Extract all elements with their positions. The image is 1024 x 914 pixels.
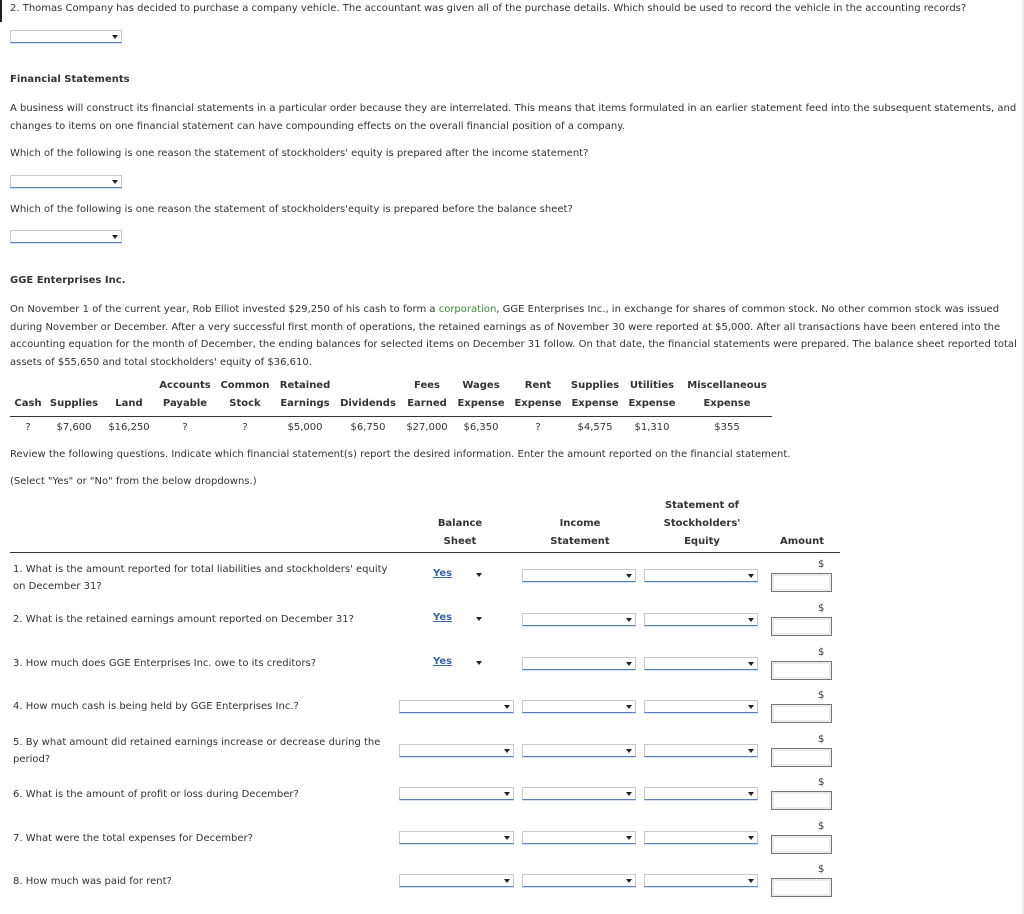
- chevron-down-icon: [476, 573, 482, 577]
- q3-currency-symbol: $: [818, 647, 825, 658]
- q2-amount-input[interactable]: [771, 617, 832, 636]
- q8-stockholders-equity-dropdown[interactable]: [644, 874, 758, 887]
- q5-stockholders-equity-dropdown[interactable]: [644, 744, 758, 757]
- gge-paragraph-part1: On November 1 of the current year, Rob Elliot invested $29,250 of his cash to form a: [10, 304, 439, 315]
- balance-header-12: Expense: [703, 398, 751, 409]
- chevron-down-icon: [476, 617, 482, 621]
- balance-value-0: ?: [25, 422, 31, 433]
- q5-balance-sheet-dropdown[interactable]: [399, 744, 514, 757]
- balance-order-question: Which of the following is one reason the statement of stockholders'equity is prepared before the balance sheet?: [10, 204, 573, 215]
- q8-currency-symbol: $: [818, 864, 825, 875]
- gge-heading: GGE Enterprises Inc.: [10, 275, 126, 286]
- col-se-line1: Statement of: [664, 500, 740, 511]
- chevron-down-icon: [504, 879, 510, 883]
- chevron-down-icon: [112, 35, 118, 39]
- chevron-down-icon: [112, 180, 118, 184]
- q7-balance-sheet-dropdown[interactable]: [399, 831, 514, 844]
- q3-stockholders-equity-dropdown[interactable]: [644, 657, 758, 670]
- question-8-text: 8. How much was paid for rent?: [13, 876, 172, 887]
- q2-income-statement-dropdown[interactable]: [522, 613, 636, 626]
- balance-value-12: $355: [714, 422, 740, 433]
- question-6-text: 6. What is the amount of profit or loss during December?: [13, 789, 299, 800]
- q2-stockholders-equity-dropdown[interactable]: [644, 613, 758, 626]
- balance-header-top-12: Miscellaneous: [687, 380, 767, 391]
- col-balance-sheet-line1: Balance: [437, 518, 483, 529]
- review-instructions: Review the following questions. Indicate which financial statement(s) report the desired information. Enter the amount reported on the financial statement.: [10, 449, 791, 460]
- question-4-text: 4. How much cash is being held by GGE Enterprises Inc.?: [13, 701, 299, 712]
- col-balance-sheet: [420, 515, 500, 551]
- q2-balance-sheet-dropdown[interactable]: [429, 613, 485, 626]
- balance-value-10: $4,575: [577, 422, 613, 433]
- chevron-down-icon: [748, 662, 754, 666]
- balance-header-6: Dividends: [340, 398, 396, 409]
- balance-value-8: $6,350: [463, 422, 499, 433]
- q2-currency-symbol: $: [818, 603, 825, 614]
- balance-header-10: Expense: [571, 398, 619, 409]
- balance-header-0: Cash: [14, 398, 42, 409]
- chevron-down-icon: [748, 705, 754, 709]
- chevron-down-icon: [748, 618, 754, 622]
- corporation-link[interactable]: corporation: [438, 304, 497, 315]
- balance-header-top-10: Supplies: [570, 380, 620, 391]
- gge-paragraph-part2: , GGE Enterprises Inc., in exchange for shares of common stock. No other common stock was issued during November or December. After a very successful first month of operations, the retained earnings as of November 30 were reported at $5,000. After all transactions have been entered into the accounting equation for the month of December, the ending balances for selected items on December 31 follow. On that date, the financial statements were prepared. The balance sheet reported total assets of $55,650 and total stockholders' equity of $36,610.: [10, 304, 1017, 368]
- balances-rule: [10, 416, 772, 417]
- dropdown-selected-value: Yes: [433, 656, 453, 667]
- q4-balance-sheet-dropdown[interactable]: [399, 700, 514, 713]
- balance-header-3: Payable: [162, 398, 208, 409]
- chevron-down-icon: [626, 749, 632, 753]
- chevron-down-icon: [748, 574, 754, 578]
- balance-header-2: Land: [115, 398, 143, 409]
- chevron-down-icon: [112, 235, 118, 239]
- dropdown-selected-value: Yes: [433, 612, 453, 623]
- balance-header-top-5: Retained: [279, 380, 331, 391]
- chevron-down-icon: [626, 662, 632, 666]
- chevron-down-icon: [504, 705, 510, 709]
- balance-header-top-9: Rent: [524, 380, 552, 391]
- select-instructions: (Select "Yes" or "No" from the below dropdowns.): [10, 476, 257, 487]
- balance-value-3: ?: [182, 422, 188, 433]
- q5-income-statement-dropdown[interactable]: [522, 744, 636, 757]
- financial-statements-paragraph: A business will construct its financial statements in a particular order because they are interrelated. This means that items formulated in an earlier statement feed into the subsequent statements, and changes to items on one financial statement can have compounding effects on the overall financial position of a company.: [10, 103, 1017, 132]
- chevron-down-icon: [476, 661, 482, 665]
- q1-amount-input[interactable]: [771, 573, 832, 592]
- col-balance-sheet-line2: Sheet: [443, 536, 477, 547]
- balance-header-top-4: Common: [220, 380, 270, 391]
- q8-balance-sheet-dropdown[interactable]: [399, 874, 514, 887]
- income-order-dropdown[interactable]: [10, 175, 122, 188]
- col-income-statement: [535, 515, 625, 551]
- q4-income-statement-dropdown[interactable]: [522, 700, 636, 713]
- balance-value-11: $1,310: [634, 422, 670, 433]
- question-2-dropdown[interactable]: [10, 30, 122, 43]
- q1-stockholders-equity-dropdown[interactable]: [644, 569, 758, 582]
- q6-amount-input[interactable]: [771, 791, 832, 810]
- chevron-down-icon: [626, 836, 632, 840]
- chevron-down-icon: [626, 879, 632, 883]
- balance-header-7: Earned: [407, 398, 447, 409]
- chevron-down-icon: [626, 705, 632, 709]
- balance-header-top-11: Utilities: [629, 380, 675, 391]
- chevron-down-icon: [626, 792, 632, 796]
- gge-paragraph: [10, 301, 1018, 371]
- balance-value-1: $7,600: [56, 422, 92, 433]
- q5-amount-input[interactable]: [771, 748, 832, 767]
- question-7-text: 7. What were the total expenses for December?: [13, 833, 253, 844]
- chevron-down-icon: [748, 879, 754, 883]
- answer-header-rule: [10, 552, 840, 553]
- income-order-question: Which of the following is one reason the statement of stockholders' equity is prepared after the income statement?: [10, 148, 589, 159]
- q3-balance-sheet-dropdown[interactable]: [429, 657, 485, 670]
- balance-value-2: $16,250: [108, 422, 150, 433]
- q6-stockholders-equity-dropdown[interactable]: [644, 787, 758, 800]
- q1-income-statement-dropdown[interactable]: [522, 569, 636, 582]
- chevron-down-icon: [504, 836, 510, 840]
- col-se-line3: Equity: [684, 536, 720, 547]
- q6-currency-symbol: $: [818, 777, 825, 788]
- chevron-down-icon: [626, 574, 632, 578]
- col-amount: Amount: [779, 536, 825, 547]
- balance-header-5: Earnings: [280, 398, 330, 409]
- col-income-line1: Income: [559, 518, 601, 529]
- chevron-down-icon: [504, 749, 510, 753]
- col-stockholders-equity: [652, 497, 752, 551]
- chevron-down-icon: [748, 836, 754, 840]
- chevron-down-icon: [626, 618, 632, 622]
- q4-amount-input[interactable]: [771, 704, 832, 723]
- balance-header-top-3: Accounts: [159, 380, 211, 391]
- q4-currency-symbol: $: [818, 690, 825, 701]
- dropdown-selected-value: Yes: [433, 568, 453, 579]
- balance-header-11: Expense: [628, 398, 676, 409]
- q4-stockholders-equity-dropdown[interactable]: [644, 700, 758, 713]
- question-2-text: 2. Thomas Company has decided to purchase a company vehicle. The accountant was given all of the purchase details. Which should be used to record the vehicle in the accounting records?: [10, 3, 967, 14]
- chevron-down-icon: [504, 792, 510, 796]
- q5-currency-symbol: $: [818, 734, 825, 745]
- balance-header-top-8: Wages: [462, 380, 500, 391]
- balance-value-7: $27,000: [406, 422, 448, 433]
- q8-amount-input[interactable]: [771, 878, 832, 897]
- balance-header-4: Stock: [229, 398, 261, 409]
- balance-value-9: ?: [535, 422, 541, 433]
- balance-value-5: $5,000: [287, 422, 323, 433]
- balance-order-dropdown[interactable]: [10, 230, 122, 243]
- q6-income-statement-dropdown[interactable]: [522, 787, 636, 800]
- balance-header-1: Supplies: [49, 398, 99, 409]
- q7-amount-input[interactable]: [771, 835, 832, 854]
- q1-balance-sheet-dropdown[interactable]: [429, 569, 485, 582]
- question-3-text: 3. How much does GGE Enterprises Inc. owe to its creditors?: [13, 658, 317, 669]
- chevron-down-icon: [748, 792, 754, 796]
- question-2-text: 2. What is the retained earnings amount reported on December 31?: [13, 614, 354, 625]
- q1-currency-symbol: $: [818, 559, 825, 570]
- balance-value-4: ?: [242, 422, 248, 433]
- left-frame-marker: [0, 0, 2, 22]
- question-1-text: 1. What is the amount reported for total liabilities and stockholders' equity on December 31?: [13, 564, 388, 592]
- financial-statements-heading: Financial Statements: [10, 74, 130, 85]
- question-5-text: 5. By what amount did retained earnings increase or decrease during the period?: [13, 737, 381, 765]
- q3-income-statement-dropdown[interactable]: [522, 657, 636, 670]
- balance-header-top-7: Fees: [414, 380, 440, 391]
- balance-header-8: Expense: [457, 398, 505, 409]
- q8-income-statement-dropdown[interactable]: [522, 874, 636, 887]
- balance-value-6: $6,750: [350, 422, 386, 433]
- col-income-line2: Statement: [550, 536, 610, 547]
- q3-amount-input[interactable]: [771, 661, 832, 680]
- q7-income-statement-dropdown[interactable]: [522, 831, 636, 844]
- balance-header-9: Expense: [514, 398, 562, 409]
- q6-balance-sheet-dropdown[interactable]: [399, 787, 514, 800]
- col-se-line2: Stockholders': [663, 518, 741, 529]
- q7-currency-symbol: $: [818, 821, 825, 832]
- q7-stockholders-equity-dropdown[interactable]: [644, 831, 758, 844]
- chevron-down-icon: [748, 749, 754, 753]
